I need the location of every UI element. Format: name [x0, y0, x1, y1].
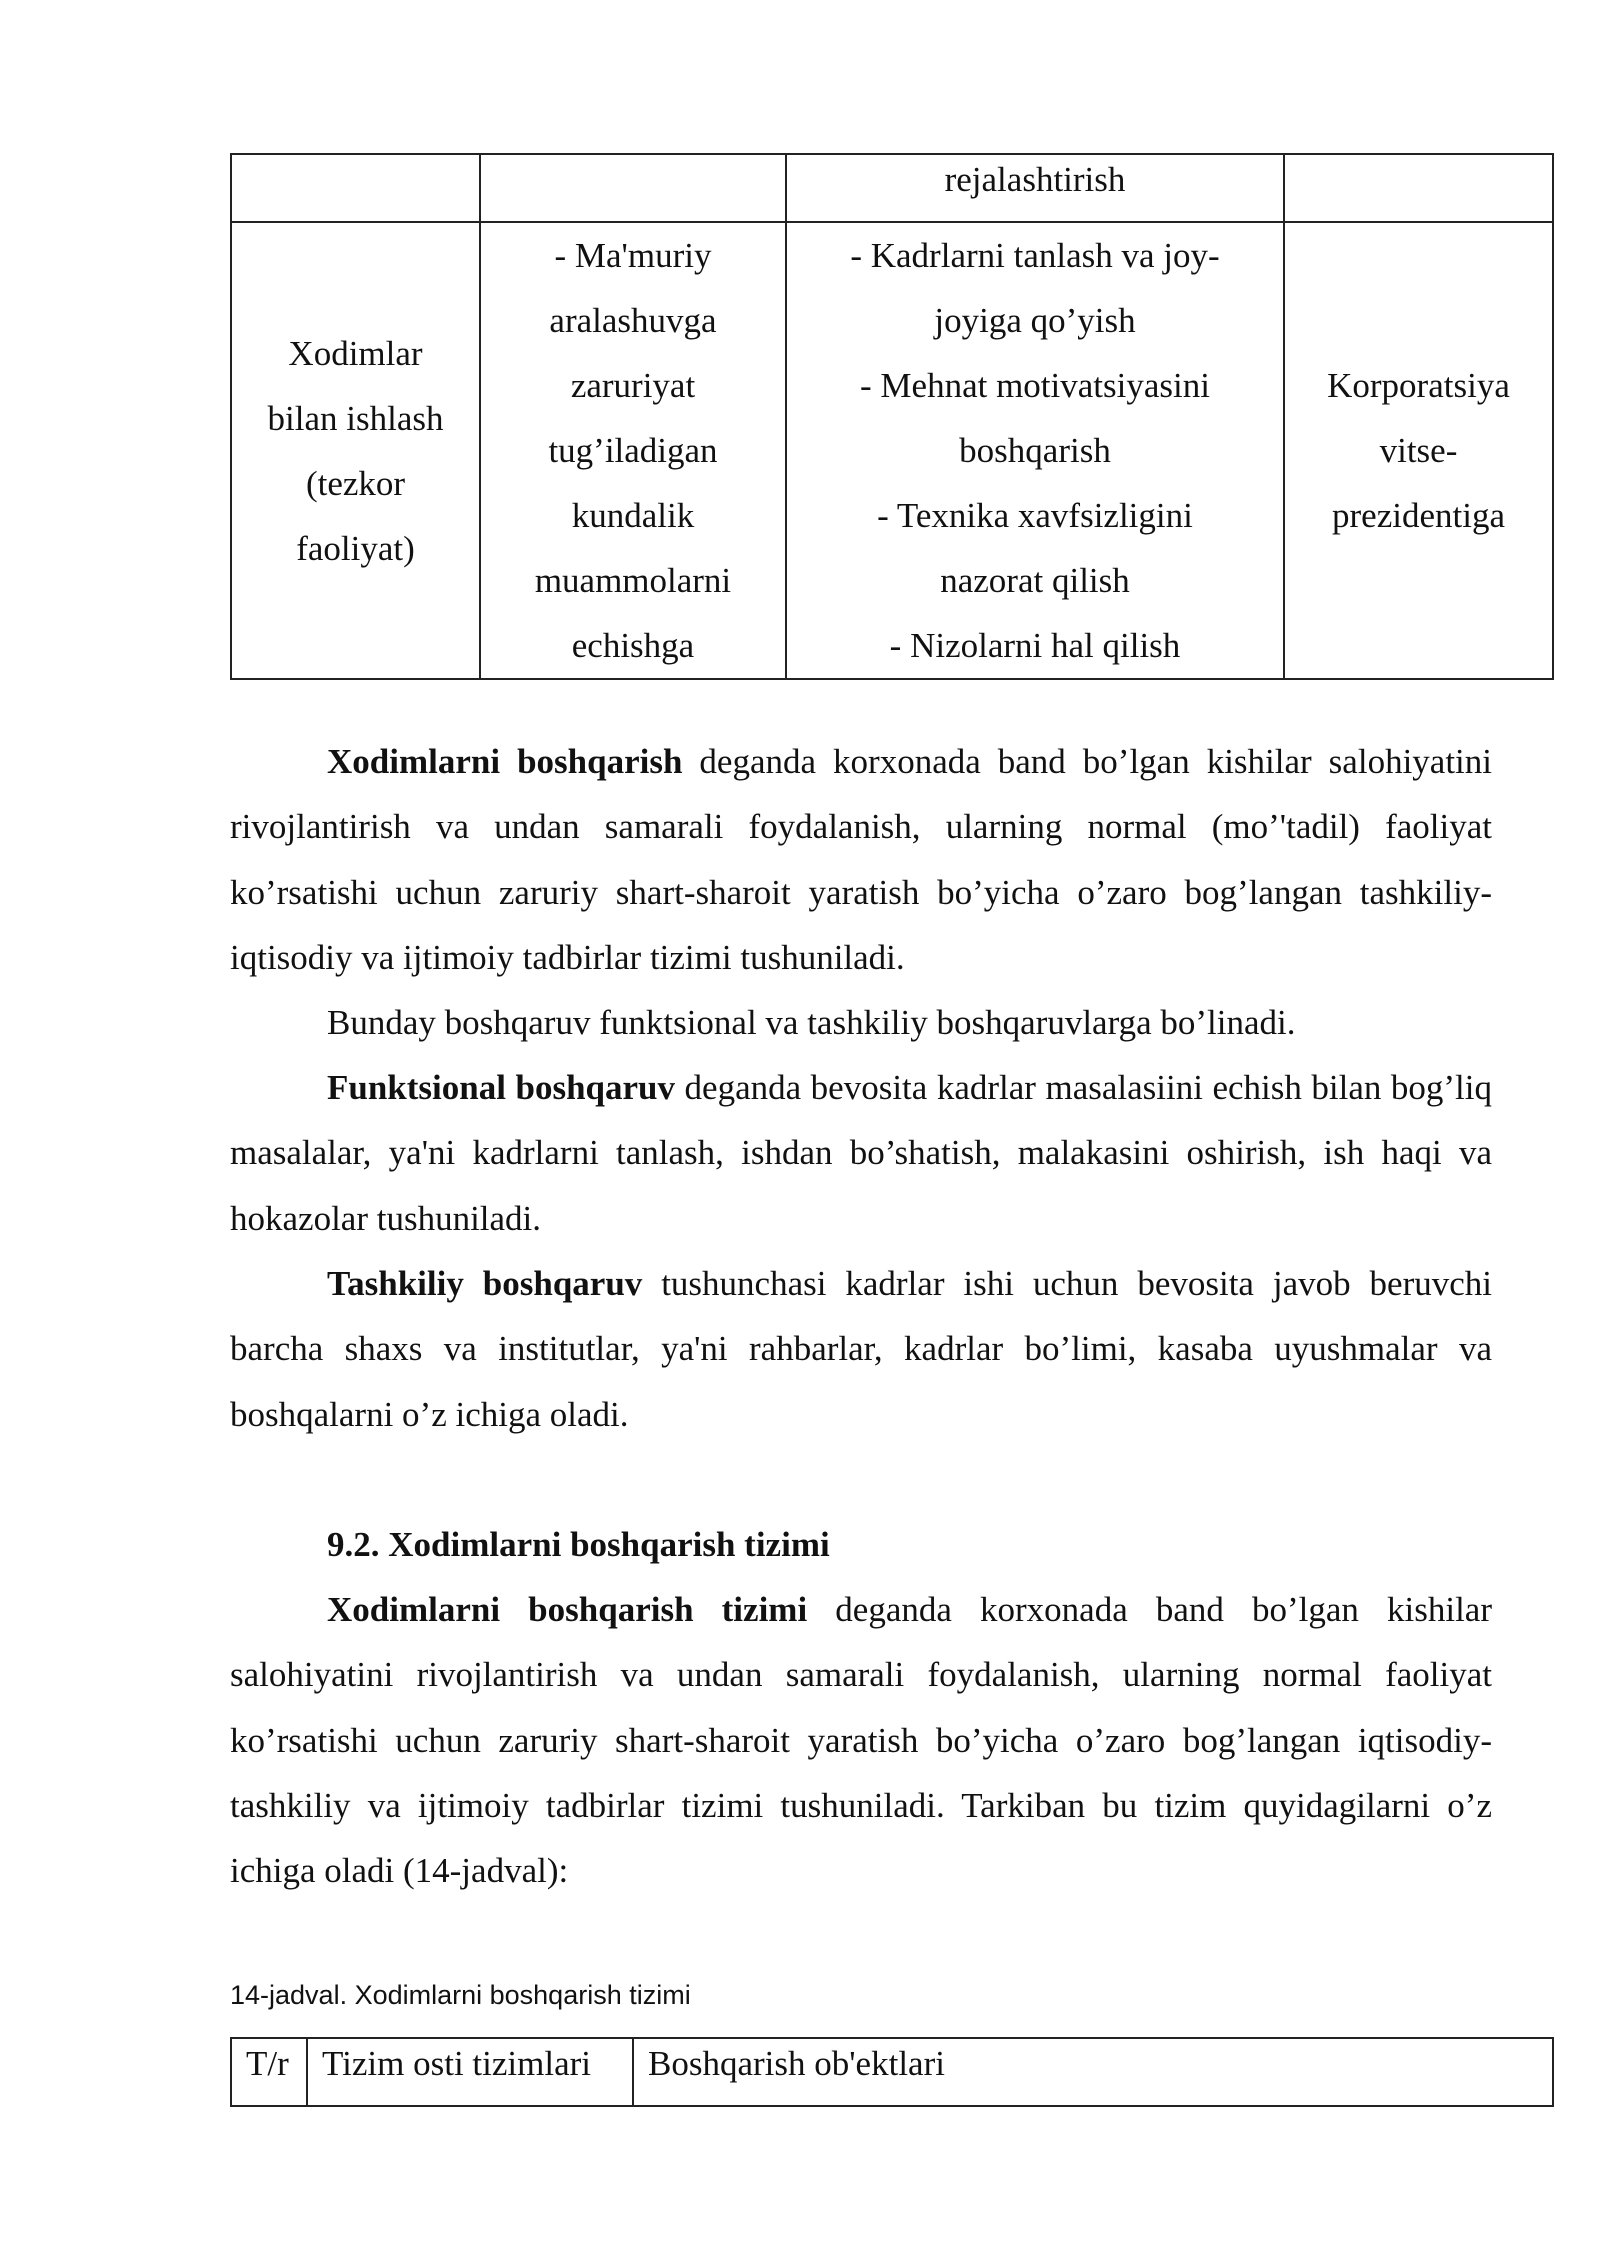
table-cell: [1284, 154, 1553, 222]
cell-line: - Mehnat motivatsiyasini: [860, 366, 1210, 405]
cell-line: kundalik: [571, 496, 695, 535]
table-cell-area: [231, 222, 480, 679]
paragraph-text: deganda korxonada band bo’lgan kishilar salohiyatini rivojlantirish va undan samarali foydalanish, ularning normal faoliyat ko’rsatishi uchun zaruriy shart-sharoit yaratish bo’yicha o’zaro bog’langan iqtisodiy-tashkiliy va ijtimoiy tadbirlar tizimi tushuniladi. Tarkiban bu tizim quyidagilarni o’z ichiga oladi (14-jadval):: [230, 1590, 1492, 1891]
paragraph-text: deganda korxonada band bo’lgan kishilar salohiyatini rivojlantirish va undan samarali foydalanish, ularning normal (mo’'tadil) faoliyat ko’rsatishi uchun zaruriy shart-sharoit yaratish bo’yicha o’zaro bog’langan tashkiliy-iqtisodiy va ijtimoiy tadbirlar tizimi tushuniladi.: [230, 742, 1492, 977]
table-cell-subordination: [1284, 222, 1553, 679]
section-heading: 9.2. Xodimlarni boshqarish tizimi: [327, 1525, 830, 1564]
cell-line: Xodimlar: [288, 333, 423, 373]
cell-line: boshqarish: [959, 431, 1111, 470]
paragraph-organizational: [230, 1251, 1492, 1447]
cell-line: - Texnika xavfsizligini: [877, 496, 1193, 535]
functions-table-continued: [230, 153, 1554, 680]
cell-line: zaruriyat: [570, 366, 696, 405]
cell-line: - Nizolarni hal qilish: [889, 626, 1181, 665]
cell-line: (tezkor: [305, 463, 406, 503]
cell-line: tug’iladigan: [548, 431, 718, 470]
paragraph-definition: [230, 729, 1492, 990]
header-cell-objects: Boshqarish ob'ektlari: [633, 2038, 1553, 2106]
paragraph-text: Bunday boshqaruv funktsional va tashkiliy boshqaruvlarga bo’linadi.: [327, 1003, 1296, 1042]
paragraph-system: [230, 1577, 1492, 1903]
table-row: [231, 222, 1553, 679]
cell-line: joyiga qo’yish: [934, 301, 1136, 340]
table-row: [231, 154, 1553, 222]
header-cell-number: T/r: [231, 2038, 307, 2106]
table-cell: [231, 154, 480, 222]
cell-line: faoliyat): [296, 528, 415, 568]
cell-line: Korporatsiya: [1327, 366, 1510, 405]
table-caption: 14-jadval. Xodimlarni boshqarish tizimi: [230, 1980, 691, 2010]
cell-line: - Ma'muriy: [554, 236, 712, 275]
bold-term: Tashkiliy boshqaruv: [327, 1264, 643, 1303]
cell-line: aralashuvga: [549, 301, 717, 340]
cell-line: vitse-: [1379, 431, 1458, 470]
cell-line: nazorat qilish: [940, 561, 1130, 600]
bold-term: Xodimlarni boshqarish tizimi: [327, 1590, 808, 1629]
paragraph-functional: [230, 1055, 1492, 1251]
bold-term: Xodimlarni boshqarish: [327, 742, 683, 781]
paragraph-text: deganda bevosita kadrlar masalasiini echish bilan bog’liq masalalar, ya'ni kadrlarni tanlash, ishdan bo’shatish, malakasini oshirish, ish haqi va hokazolar tushuniladi.: [230, 1068, 1493, 1238]
cell-line: echishga: [571, 626, 695, 665]
table-cell-purpose: [480, 222, 786, 679]
paragraph-division: [230, 990, 1492, 1055]
paragraph-text: tushunchasi kadrlar ishi uchun bevosita javob beruvchi barcha shaxs va institutlar, ya'ni rahbarlar, kadrlar bo’limi, kasaba uyushmalar va boshqalarni o’z ichiga oladi.: [230, 1264, 1493, 1434]
cell-line: muammolarni: [534, 561, 732, 600]
table-header-row: [231, 2038, 1553, 2106]
management-system-table: [230, 2037, 1554, 2107]
bold-term: Funktsional boshqaruv: [327, 1068, 676, 1107]
cell-line: bilan ishlash: [267, 398, 444, 438]
cell-line: - Kadrlarni tanlash va joy-: [850, 236, 1220, 275]
table-cell: [480, 154, 786, 222]
header-cell-subsystems: Tizim osti tizimlari: [307, 2038, 633, 2106]
table-cell-functions: [786, 222, 1284, 679]
table-cell: rejalashtirish: [786, 154, 1284, 222]
cell-line: prezidentiga: [1332, 496, 1505, 535]
